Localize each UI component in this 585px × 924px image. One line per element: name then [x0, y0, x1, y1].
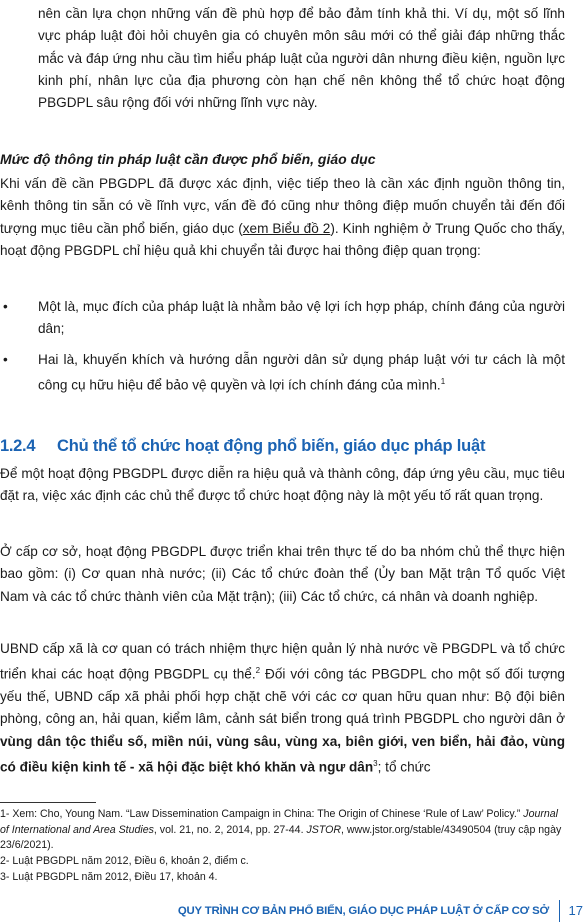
- page-footer: [0, 900, 585, 922]
- para5-text-a: UBND cấp xã là cơ quan có trách nhiệm thực hiện quản lý nhà nước về PBGDPL và tổ chức triển khai các hoạt động PBGDPL cụ thể.: [0, 641, 565, 682]
- section-number: 1.2.4: [0, 437, 36, 455]
- fn1-journal: Journal of International and Area Studies: [0, 808, 559, 836]
- fn1-text-c: , www.jstor.org/stable/43490504 (truy cập ngày 23/6/2021).: [0, 823, 562, 851]
- bullet-marker: •: [3, 299, 8, 314]
- fn1-text-b: , vol. 21, no. 2, 2014, pp. 27-44.: [153, 823, 307, 836]
- page-number: 17: [568, 903, 583, 918]
- fn1-text-a: 1- Xem: Cho, Young Nam. “Law Dissemination Campaign in China: The Origin of Chinese ‘Rule of Law’ Policy.”: [0, 808, 524, 820]
- footer-divider: [559, 900, 561, 922]
- para2-text-b: ). Kinh nghiệm ở Trung Quốc cho thấy, hoạt động PBGDPL chỉ hiệu quả khi chuyển tải được hai thông điệp quan trọng:: [0, 220, 565, 258]
- para5-text-b: Đối với công tác PBGDPL cho một số đối tượng yếu thế, UBND cấp xã phải phối hợp chặt chẽ với các cơ quan hữu quan như: Bộ đội biên phòng, công an, hải quan, kiểm lâm, cảnh sát biển trong quá trình PBGDPL cho người dân ở: [0, 666, 565, 727]
- para2-text-a: Khi vấn đề cần PBGDPL đã được xác định, việc tiếp theo là cần xác định nguồn thông tin, kênh thông tin sẵn có về lĩnh vực, vấn đề đó cũng như thông điệp muốn chuyển tải đến đối tượng mục tiêu cần phổ biến, giáo dục (: [0, 176, 565, 236]
- chart-2-link[interactable]: xem Biểu đồ 2: [242, 220, 331, 236]
- footnote-ref-3[interactable]: 3: [373, 759, 378, 769]
- paragraph-information-sources: [0, 173, 565, 262]
- footer-title: QUY TRÌNH CƠ BẢN PHỔ BIẾN, GIÁO DỤC PHÁP LUẬT Ở CẤP CƠ SỞ: [177, 905, 549, 917]
- footnote-3: 3- Luật PBGDPL năm 2012, Điều 17, khoản 4.: [0, 871, 218, 883]
- fn1-jstor: JSTOR: [306, 823, 342, 836]
- bullet-marker: •: [3, 352, 8, 367]
- bullet-text-2-body: Hai là, khuyến khích và hướng dẫn người dân sử dụng pháp luật với tư cách là một công cụ hữu hiệu để bảo vệ quyền và lợi ích chính đáng của mình.: [38, 352, 565, 393]
- paragraph-three-groups: Ở cấp cơ sở, hoạt động PBGDPL được triển khai trên thực tế do ba nhóm chủ thể thực hiện bao gồm: (i) Cơ quan nhà nước; (ii) Các tổ chức đoàn thể (Ủy ban Mặt trận Tổ quốc Việt Nam và các tổ chức thành viên của Mặt trận); (iii) Các tổ chức, cá nhân và doanh nghiệp.: [0, 544, 565, 604]
- footnote-1: [0, 807, 565, 854]
- section-title: Chủ thể tổ chức hoạt động phổ biến, giáo dục pháp luật: [57, 437, 486, 455]
- paragraph-feasibility: nên cần lựa chọn những vấn đề phù hợp để bảo đảm tính khả thi. Ví dụ, một số lĩnh vực pháp luật đòi hỏi chuyên gia có chuyên môn sâu mới có thể giải đáp những thắc mắc và đáp ứng nhu cầu tìm hiểu pháp luật của người dân nhưng điều kiện, nguồn lực kinh phí, nhân lực của địa phương còn hạn chế nên không thể tổ chức hoạt động PBGDPL sâu rộng đối với những lĩnh vực này.: [38, 6, 565, 111]
- para5-bold-regions: vùng dân tộc thiểu số, miền núi, vùng sâu, vùng xa, biên giới, ven biển, hải đảo, vùng có điều kiện kinh tế - xã hội đặc biệt khó khăn và ngư dân: [0, 733, 565, 775]
- para5-text-c: ; tổ chức: [377, 759, 431, 775]
- footnote-ref-1[interactable]: 1: [440, 377, 446, 387]
- bullet-text-1: Một là, mục đích của pháp luật là nhằm bảo vệ lợi ích hợp pháp, chính đáng của người dân;: [38, 299, 565, 337]
- footnote-ref-2[interactable]: 2: [255, 666, 261, 676]
- paragraph-importance: Để một hoạt động PBGDPL được diễn ra hiệu quả và thành công, đáp ứng yêu cầu, mục tiêu đặt ra, việc xác định các chủ thể được tổ chức hoạt động này là một yếu tố rất quan trọng.: [0, 466, 565, 504]
- section-heading-1-2-4: [0, 434, 565, 458]
- paragraph-commune-ubnd: [0, 638, 565, 779]
- bullet-text-2: [38, 349, 565, 397]
- footnote-2: 2- Luật PBGDPL năm 2012, Điều 6, khoản 2, điểm c.: [0, 855, 249, 867]
- footnote-divider: [0, 802, 96, 803]
- subheading-information-level: Mức độ thông tin pháp luật cần được phổ biến, giáo dục: [0, 151, 376, 167]
